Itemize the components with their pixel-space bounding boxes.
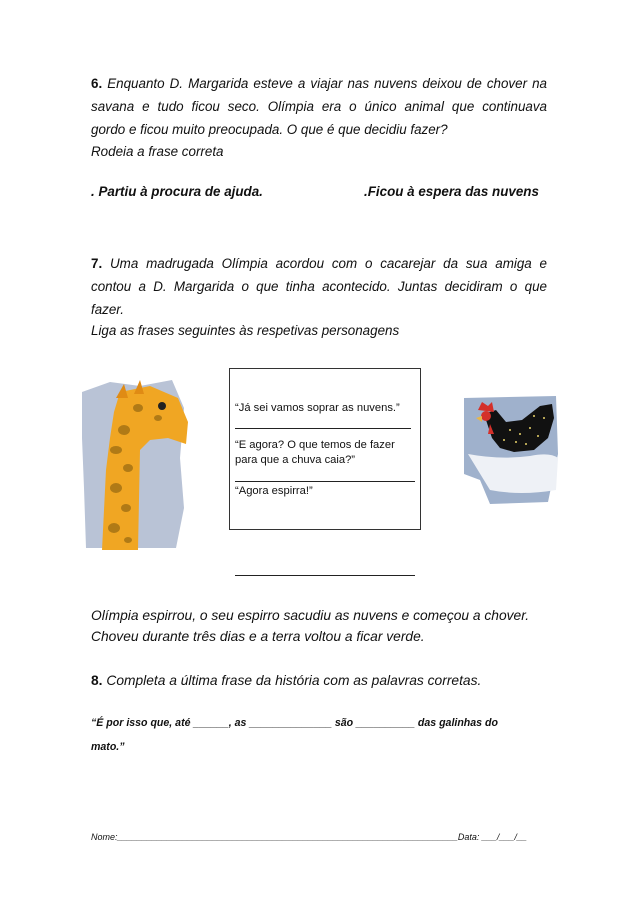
answer-line-1[interactable] — [235, 428, 411, 429]
quote-2b: para que a chuva caia?” — [235, 454, 356, 466]
quote-3: “Agora espirra!” — [235, 485, 313, 497]
answer-line-3[interactable] — [235, 575, 415, 576]
q7-line3: fazer. — [91, 302, 124, 317]
q8-sentence-b: mato.” — [91, 741, 125, 753]
q6-line2: savana e tudo ficou seco. Olímpia era o único animal que continuava — [91, 99, 547, 114]
q7-line1 — [91, 253, 547, 275]
narrative-line1: Olímpia espirrou, o seu espirro sacudiu as nuvens e começou a chover. — [91, 608, 530, 623]
giraffe-illustration — [80, 378, 188, 550]
q8-number: 8. — [91, 673, 103, 688]
q7-line2: contou a D. Margarida o que tinha acontecido. Juntas decidiram o que — [91, 279, 547, 294]
q6-number: 6. — [91, 76, 103, 91]
q6-line3: gordo e ficou muito preocupada. O que é que decidiu fazer? — [91, 122, 448, 137]
narrative-line2: Choveu durante três dias e a terra voltou a ficar verde. — [91, 629, 425, 644]
q6-line1 — [91, 73, 547, 95]
quote-1: “Já sei vamos soprar as nuvens.” — [235, 402, 400, 414]
q6-text-1: Enquanto D. Margarida esteve a viajar nas nuvens deixou de chover na — [107, 76, 547, 91]
q8-text: Completa a última frase da história com as palavras corretas. — [106, 673, 482, 688]
q7-text-1: Uma madrugada Olímpia acordou com o cacarejar da sua amiga e — [110, 256, 547, 271]
answer-line-2[interactable] — [235, 481, 415, 482]
q8-sentence-a[interactable]: “É por isso que, até ______, as ______________ são __________ das galinhas do — [91, 717, 498, 729]
q8-instruction — [91, 670, 481, 692]
q6-option-2[interactable]: .Ficou à espera das nuvens — [364, 184, 539, 199]
q7-instruction: Liga as frases seguintes às respetivas personagens — [91, 323, 400, 338]
q7-number: 7. — [91, 256, 103, 271]
quote-2a: “E agora? O que temos de fazer — [235, 439, 395, 451]
footer-name-date[interactable]: Nome:____________________________________________________________________Data: ___/___/__ — [91, 832, 527, 842]
hen-illustration — [460, 394, 560, 506]
q6-instruction: Rodeia a frase correta — [91, 144, 224, 159]
q6-option-1[interactable]: . Partiu à procura de ajuda. — [91, 184, 263, 199]
